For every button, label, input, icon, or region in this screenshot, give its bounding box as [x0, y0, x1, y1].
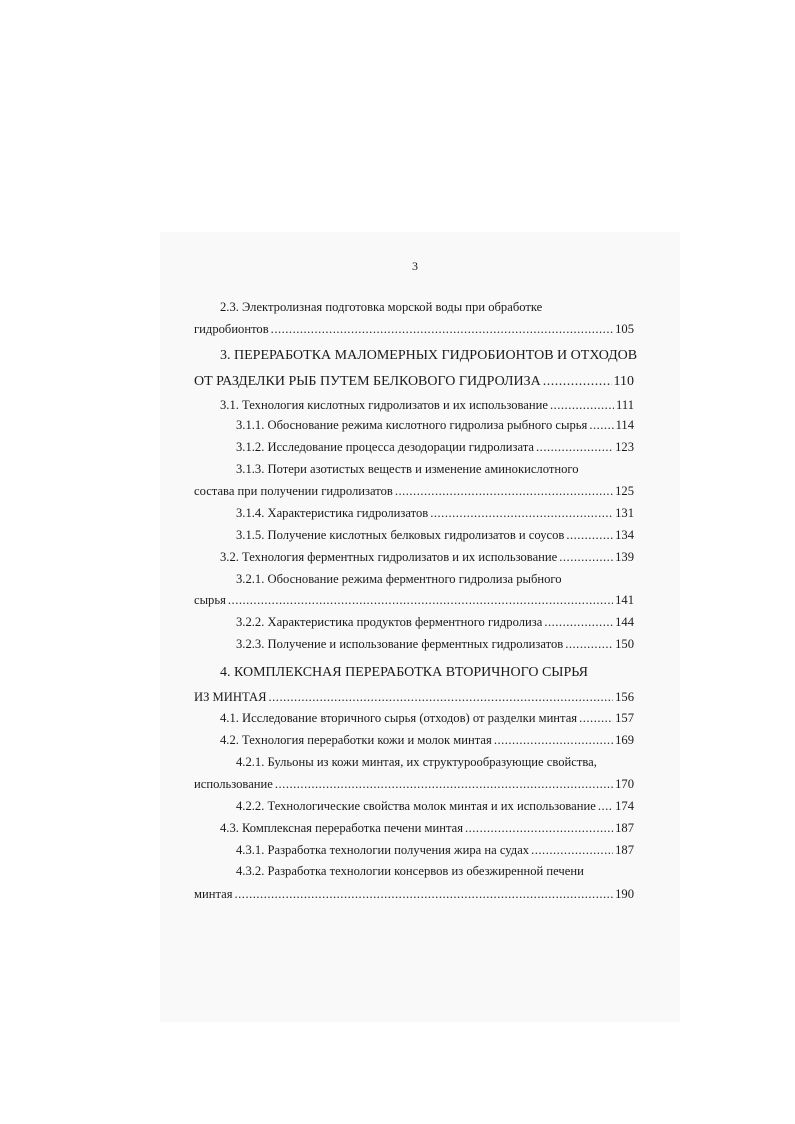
toc-entry-title: состава при получении гидролизатов [194, 484, 393, 498]
toc-entry-title: использование [194, 777, 273, 791]
toc-entry [194, 688, 634, 706]
toc-entry-page: 110 [613, 374, 634, 389]
toc-leader-dots [275, 775, 613, 793]
toc-leader-dots [544, 613, 613, 631]
toc-leader-dots [543, 373, 612, 391]
toc-leader-dots [269, 688, 614, 706]
toc-entry-title: сырья [194, 593, 226, 607]
toc-entry-page: 123 [615, 440, 634, 454]
toc-entry-page: 114 [615, 418, 634, 432]
toc-entry-title: 3. ПЕРЕРАБОТКА МАЛОМЕРНЫХ ГИДРОБИОНТОВ И ОТХОДОВ [220, 348, 638, 363]
toc-entry-title: 4.2. Технология переработки кожи и молок минтая [220, 733, 492, 747]
toc-leader-dots [494, 731, 613, 749]
toc-entry-title: 4.2.2. Технологические свойства молок минтая и их использование [236, 799, 596, 813]
toc-leader-dots [465, 819, 613, 837]
toc-entry [194, 320, 634, 338]
toc-entry [194, 526, 634, 544]
toc-entry [194, 709, 634, 727]
toc-entry-title: 4.3. Комплексная переработка печени минтая [220, 821, 463, 835]
toc-entry-title: 4. КОМПЛЕКСНАЯ ПЕРЕРАБОТКА ВТОРИЧНОГО СЫРЬЯ [220, 665, 588, 680]
toc-entry-title: минтая [194, 887, 233, 901]
toc-entry-page: 187 [615, 843, 634, 857]
toc-entry [194, 885, 634, 903]
toc-leader-dots [536, 438, 613, 456]
toc-entry [194, 438, 634, 456]
toc-leader-dots [550, 396, 614, 414]
toc-entry [194, 862, 634, 880]
toc-entry-page: 105 [615, 322, 634, 336]
toc-entry-page: 141 [615, 593, 634, 607]
toc-entry-page: 134 [615, 528, 634, 542]
toc-entry-page: 174 [615, 799, 634, 813]
toc-entry-title: ОТ РАЗДЕЛКИ РЫБ ПУТЕМ БЕЛКОВОГО ГИДРОЛИЗА [194, 374, 541, 389]
toc-entry-title: гидробионтов [194, 322, 269, 336]
toc-entry-page: 169 [615, 733, 634, 747]
toc-entry-page: 157 [615, 711, 634, 725]
toc-entry-title: 3.2.2. Характеристика продуктов ферментного гидролиза [236, 615, 543, 629]
toc-entry [194, 460, 634, 478]
toc-entry-page: 144 [615, 615, 634, 629]
toc-entry-title: 3.2.1. Обоснование режима ферментного гидролиза рыбного [236, 572, 562, 586]
toc-entry-title: 3.1.5. Получение кислотных белковых гидролизатов и соусов [236, 528, 565, 542]
toc-leader-dots [589, 416, 613, 434]
toc-entry-title: 3.1.1. Обоснование режима кислотного гидролиза рыбного сырья [236, 418, 588, 432]
toc-entry-title: 3.1.4. Характеристика гидролизатов [236, 506, 429, 520]
toc-entry-title: ИЗ МИНТАЯ [194, 690, 267, 704]
toc-leader-dots [566, 526, 613, 544]
toc-entry [194, 775, 634, 793]
toc-entry [194, 613, 634, 631]
toc-leader-dots [271, 320, 613, 338]
toc-entry [194, 819, 634, 837]
toc-leader-dots [430, 504, 613, 522]
toc-entry-page: 156 [615, 690, 634, 704]
toc-entry-title: 3.1.3. Потери азотистых веществ и изменение аминокислотного [236, 462, 579, 476]
toc-entry-page: 170 [615, 777, 634, 791]
toc-leader-dots [235, 885, 614, 903]
toc-entry-page: 150 [615, 637, 634, 651]
toc-entry-title: 4.3.2. Разработка технологии консервов из обезжиренной печени [236, 864, 584, 878]
toc-leader-dots [565, 635, 613, 653]
toc-leader-dots [531, 841, 613, 859]
toc-entry [194, 548, 634, 566]
toc-entry-page: 139 [615, 550, 634, 564]
toc-entry-page: 190 [615, 887, 634, 901]
toc-entry [194, 591, 634, 609]
toc-entry [194, 482, 634, 500]
toc-entry [194, 635, 634, 653]
toc-entry [194, 797, 634, 815]
toc-leader-dots [579, 709, 613, 727]
toc-entry [194, 841, 634, 859]
toc-entry [194, 396, 634, 414]
toc-entry-title: 4.2.1. Бульоны из кожи минтая, их структурообразующие свойства, [236, 755, 597, 769]
toc-entry-title: 3.2.3. Получение и использование ферментных гидролизатов [236, 637, 564, 651]
toc-entry [194, 416, 634, 434]
toc-entry-page: 125 [615, 484, 634, 498]
toc-entry-page: 131 [615, 506, 634, 520]
page-number: 3 [412, 259, 418, 273]
toc-leader-dots [395, 482, 613, 500]
toc-leader-dots [598, 797, 613, 815]
toc-entry [194, 373, 634, 391]
toc-entry-title: 3.2. Технология ферментных гидролизатов и их использование [220, 550, 558, 564]
toc-entry [194, 664, 634, 682]
toc-entry-page: 187 [615, 821, 634, 835]
toc-entry [194, 731, 634, 749]
toc-entry-title: 4.3.1. Разработка технологии получения жира на судах [236, 843, 530, 857]
toc-entry-title: 3.1. Технология кислотных гидролизатов и их использование [220, 398, 548, 412]
toc-entry-title: 2.3. Электролизная подготовка морской воды при обработке [220, 300, 543, 314]
toc-entry [194, 298, 634, 316]
toc-entry [194, 570, 634, 588]
toc-leader-dots [228, 591, 613, 609]
toc-entry [194, 347, 638, 365]
toc-entry [194, 504, 634, 522]
toc-leader-dots [559, 548, 613, 566]
toc-entry [194, 753, 634, 771]
toc-entry-title: 4.1. Исследование вторичного сырья (отходов) от разделки минтая [220, 711, 578, 725]
toc-entry-title: 3.1.2. Исследование процесса дезодорации гидролизата [236, 440, 535, 454]
toc-entry-page: 111 [616, 398, 634, 412]
